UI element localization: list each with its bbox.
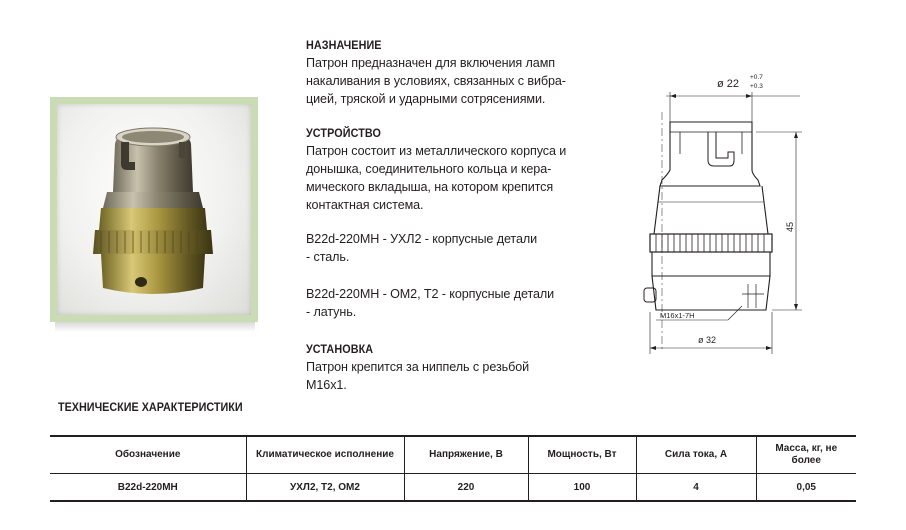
technical-drawing [632, 62, 812, 362]
header-current: Сила тока, А [636, 436, 756, 474]
cell-power: 100 [528, 474, 636, 502]
dim-top: ø 22 [717, 78, 740, 90]
variant-brass-text: B22d-220МН - ОМ2, Т2 - корпусные детали - латунь. [306, 287, 555, 319]
dim-top-tol-lower: +0.3 [750, 83, 763, 90]
installation-section [306, 340, 596, 394]
lamp-socket-photo [57, 104, 251, 315]
product-photo-frame [50, 97, 258, 322]
device-heading: УСТРОЙСТВО [306, 126, 382, 140]
header-power: Мощность, Вт [528, 436, 636, 474]
installation-text: Патрон крепится за ниппель с резьбой М16х1. [306, 360, 530, 392]
purpose-text: Патрон предназначен для включения ламп накаливания в условиях, связанных с вибра- цией, тряской и ударными сотрясениями. [306, 56, 566, 106]
dim-height: 45 [785, 221, 795, 232]
purpose-heading: НАЗНАЧЕНИЕ [306, 38, 382, 52]
cell-mass: 0,05 [756, 474, 856, 502]
cell-voltage: 220 [404, 474, 528, 502]
cell-current: 4 [636, 474, 756, 502]
device-variant-brass [306, 285, 596, 321]
dim-top-tol-upper: +0.7 [750, 74, 763, 81]
cell-climate: УХЛ2, Т2, ОМ2 [246, 474, 404, 502]
header-climate: Климатическое исполнение [246, 436, 404, 474]
photo-shadow [55, 322, 255, 332]
installation-heading: УСТАНОВКА [306, 342, 374, 356]
device-text: Патрон состоит из металлического корпуса и донышка, соединительного кольца и кера- мического вкладыша, на котором крепится контактная система. [306, 144, 567, 212]
spec-title: ТЕХНИЧЕСКИЕ ХАРАКТЕРИСТИКИ [58, 400, 243, 414]
device-variant-steel [306, 230, 596, 266]
variant-steel-text: B22d-220МН - УХЛ2 - корпусные детали - сталь. [306, 232, 538, 264]
product-photo [57, 104, 251, 315]
header-voltage: Напряжение, В [404, 436, 528, 474]
cell-designation: B22d-220МН [50, 474, 246, 502]
spec-table [50, 435, 856, 502]
purpose-section [306, 36, 596, 108]
dim-bottom: ø 32 [698, 335, 717, 345]
device-section [306, 124, 596, 214]
dim-thread: М16х1-7Н [660, 311, 695, 320]
table-row [50, 474, 856, 502]
header-mass: Масса, кг, не более [756, 436, 856, 474]
header-designation: Обозначение [50, 436, 246, 474]
spec-header-row [50, 436, 856, 474]
